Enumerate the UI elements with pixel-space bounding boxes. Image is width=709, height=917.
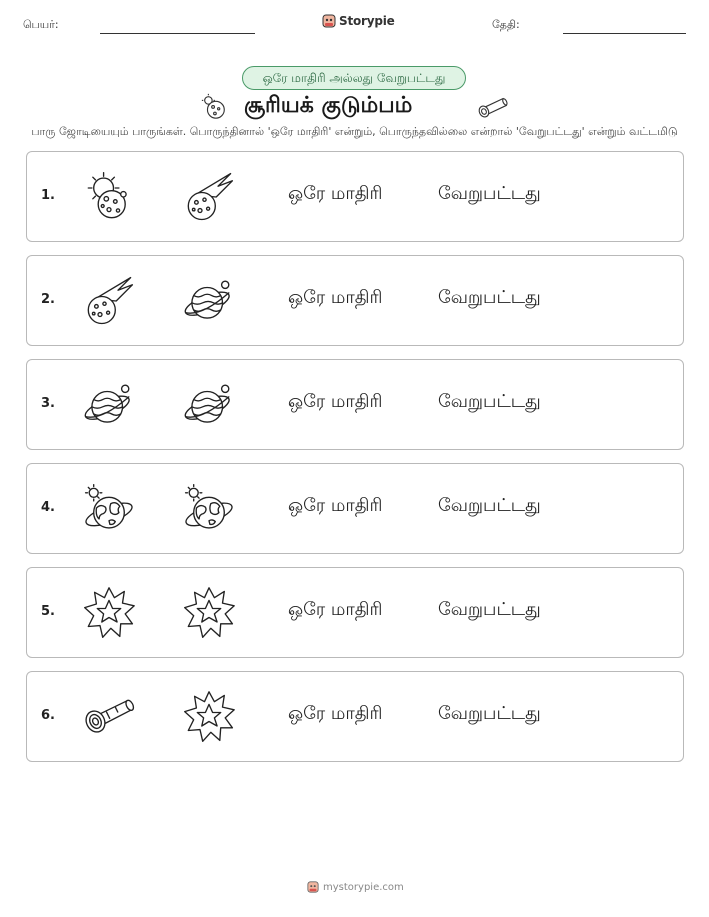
question-row-1 [26,151,684,242]
question-row-3 [26,359,684,450]
option-same[interactable]: ஒரே மாதிரி [288,703,383,724]
telescope-decor-icon [476,94,510,120]
question-row-5 [26,567,684,658]
question-number: 5. [41,604,55,619]
option-same[interactable]: ஒரே மாதிரி [288,391,383,412]
question-number: 3. [41,396,55,411]
date-label: தேதி: [492,18,520,31]
moon-stars-icon [200,92,228,120]
name-line[interactable] [100,33,255,34]
planet-icon [182,378,236,432]
earth-with-sun-icon [182,482,236,536]
meteor-icon [82,274,136,328]
meteor-icon [182,170,236,224]
option-different[interactable]: வேறுபட்டது [438,599,541,620]
option-different[interactable]: வேறுபட்டது [438,287,541,308]
option-different[interactable]: வேறுபட்டது [438,703,541,724]
star-burst-icon [82,586,136,640]
footer [307,880,404,894]
question-number: 4. [41,500,55,515]
option-same[interactable]: ஒரே மாதிரி [288,599,383,620]
option-same[interactable]: ஒரே மாதிரி [288,183,383,204]
earth-with-sun-icon [82,482,136,536]
option-different[interactable]: வேறுபட்டது [438,495,541,516]
option-same[interactable]: ஒரே மாதிரி [288,287,383,308]
option-different[interactable]: வேறுபட்டது [438,391,541,412]
date-line[interactable] [563,33,686,34]
question-row-4 [26,463,684,554]
question-number: 1. [41,188,55,203]
page-title: சூரியக் குடும்பம் [244,93,413,118]
question-number: 6. [41,708,55,723]
option-different[interactable]: வேறுபட்டது [438,183,541,204]
instruction-text [0,125,709,140]
planet-icon [82,378,136,432]
brand-logo [322,13,395,29]
worksheet-type-badge: ஒரே மாதிரி அல்லது வேறுபட்டது [242,66,466,90]
planet-icon [182,274,236,328]
instruction-text-content: பாரு ஜோடியையும் பாருங்கள். பொருந்தினால் 'ஒரே மாதிரி' என்றும், பொருந்தவில்லை என்றால் 'வேறுபட்டது' என்றும் வட்டமிடு [31,125,678,138]
telescope-icon [82,690,136,744]
star-burst-icon [182,690,236,744]
storypie-mascot-icon [322,13,336,29]
footer-site-link[interactable]: mystorypie.com [323,881,404,893]
title-row [0,90,709,122]
option-same[interactable]: ஒரே மாதிரி [288,495,383,516]
question-row-2 [26,255,684,346]
question-row-6 [26,671,684,762]
name-label: பெயர்: [23,18,59,31]
sun-and-moon-icon [82,170,136,224]
storypie-mascot-icon [307,880,319,894]
question-number: 2. [41,292,55,307]
brand-name: Storypie [339,14,395,28]
star-burst-icon [182,586,236,640]
